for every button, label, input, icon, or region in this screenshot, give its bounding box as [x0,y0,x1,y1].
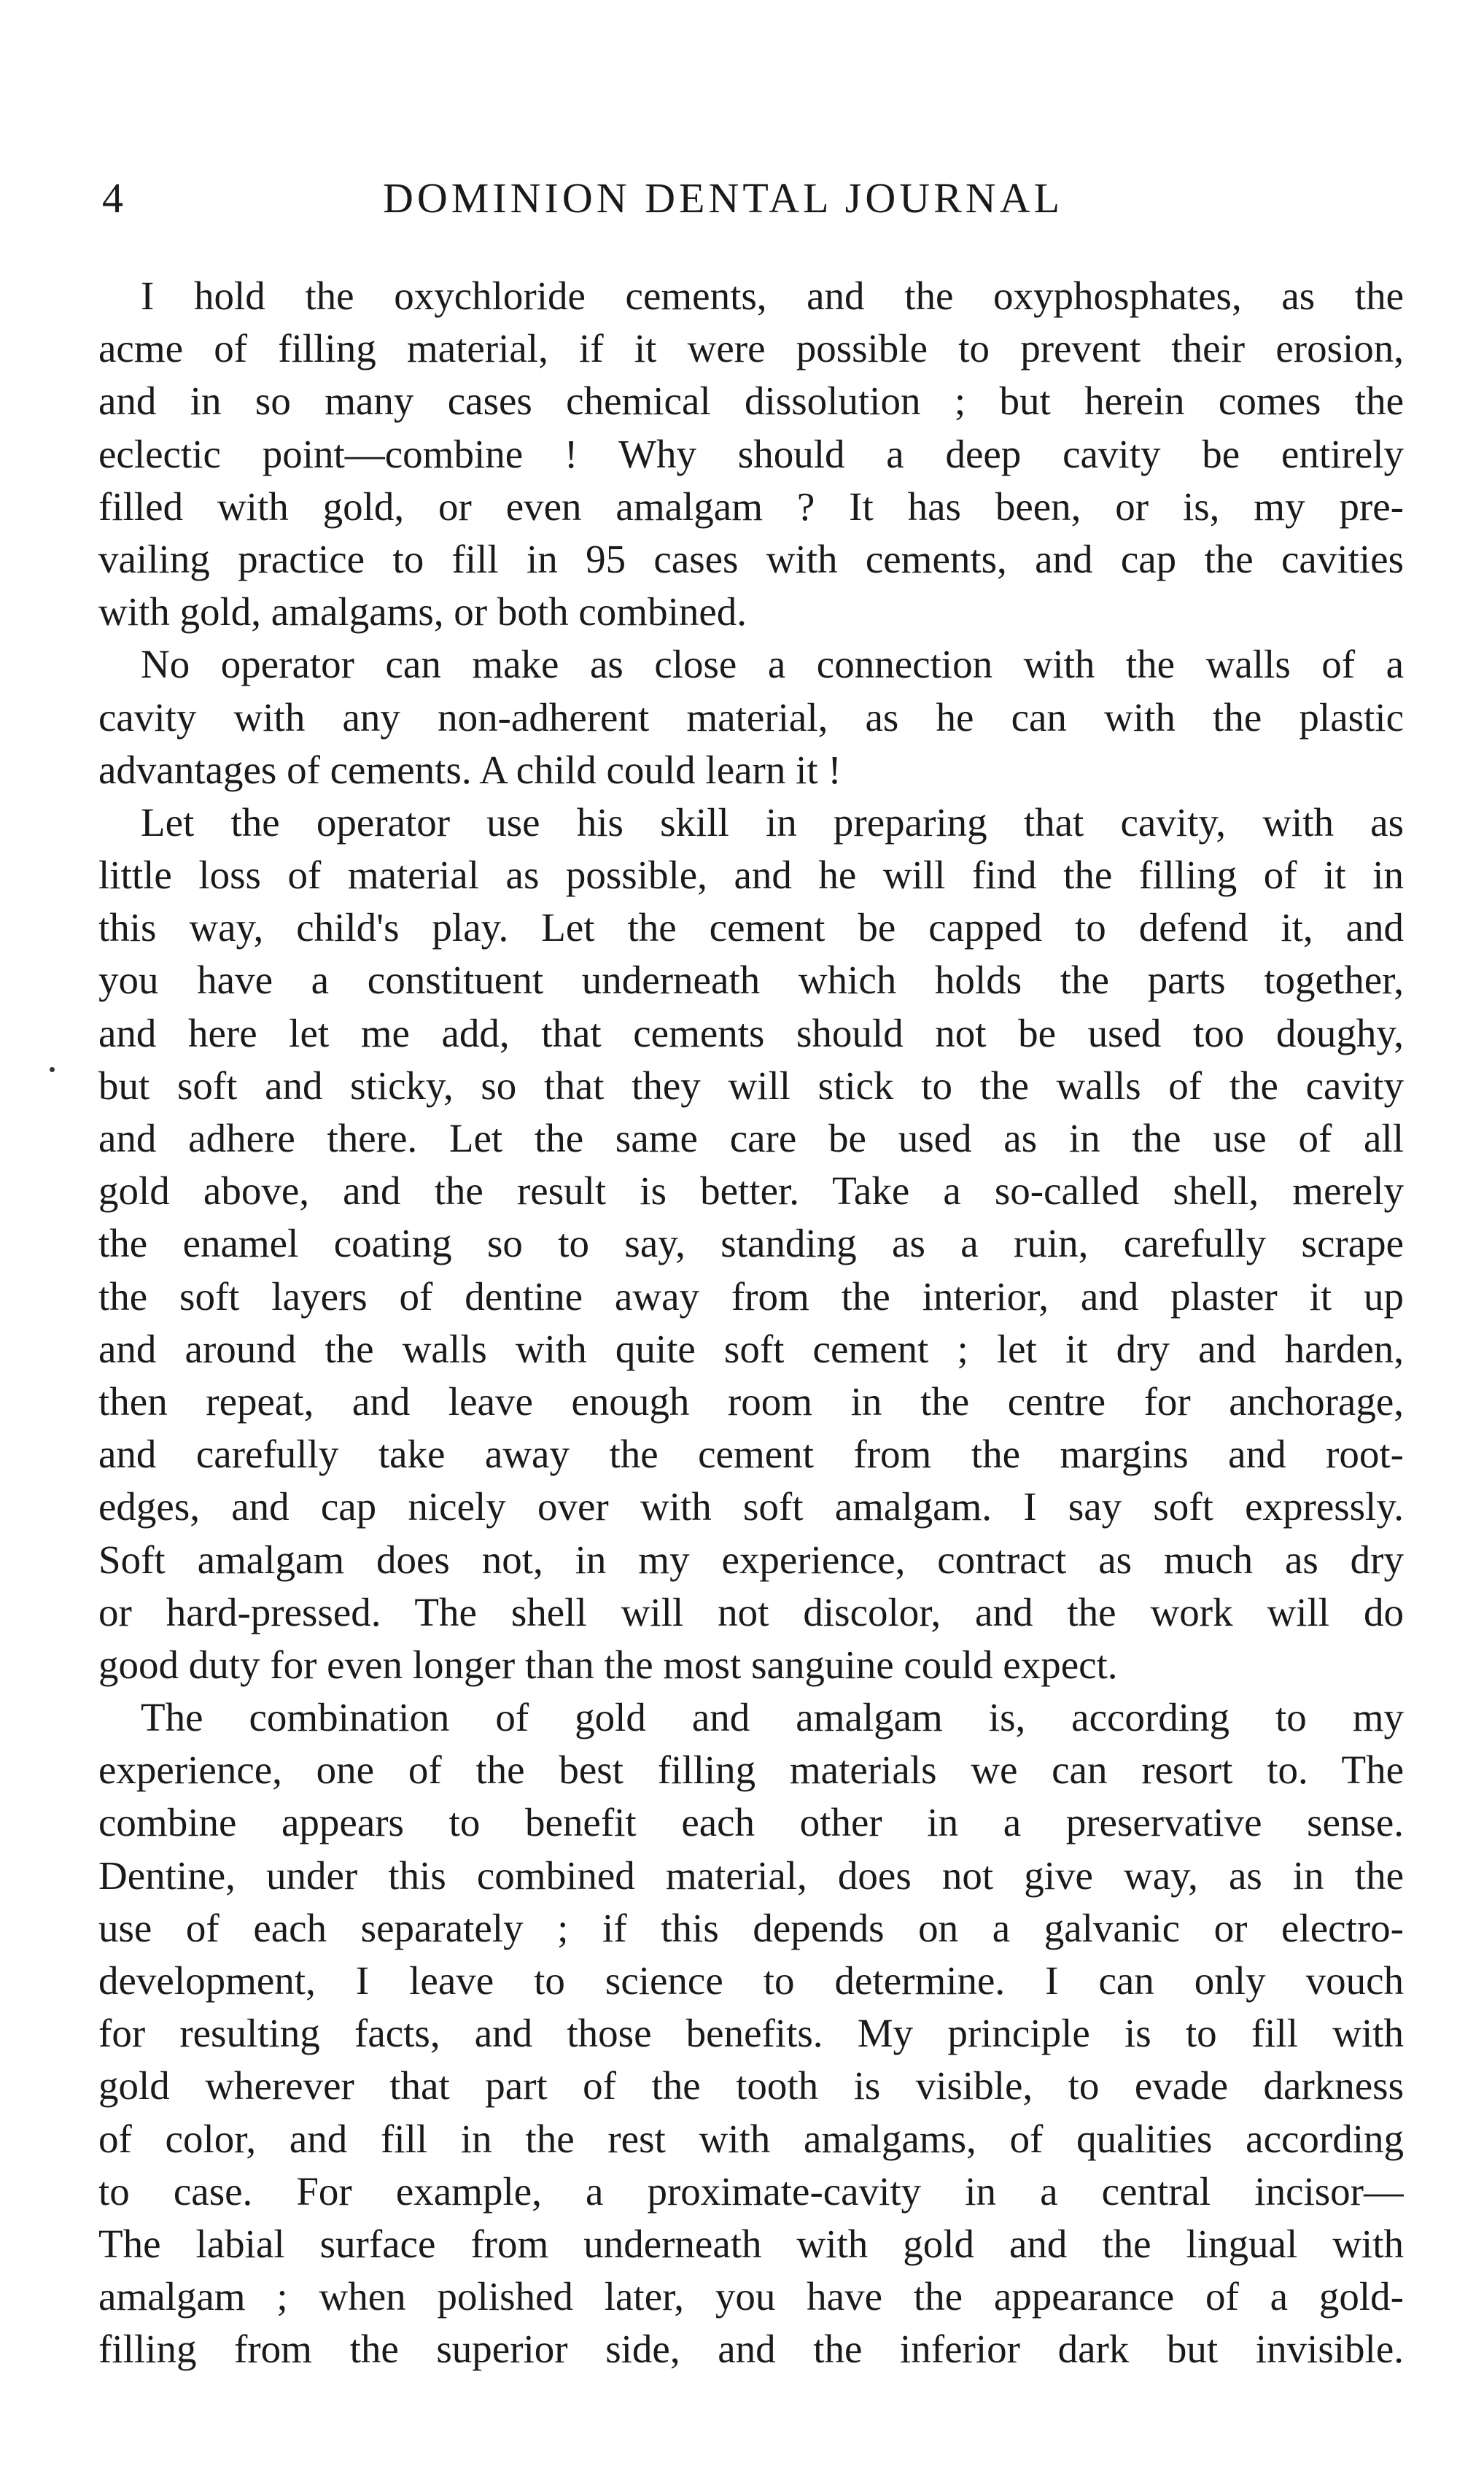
text-line: development, I leave to science to determine. I can only vouch [98,1958,1404,2003]
text-line: amalgam ; when polished later, you have the appearance of a gold- [98,2274,1404,2319]
text-line: filled with gold, or even amalgam ? It has been, or is, my pre- [98,484,1404,529]
text-line: and here let me add, that cements should not be used too doughy, [98,1010,1404,1055]
text-line: use of each separately ; if this depends on a galvanic or electro- [98,1905,1404,1950]
text-line: of color, and fill in the rest with amalgams, of qualities according [98,2116,1404,2161]
text-line: good duty for even longer than the most sanguine could expect. [98,1642,1118,1687]
text-line: gold wherever that part of the tooth is visible, to evade darkness [98,2063,1404,2109]
text-line: you have a constituent underneath which holds the parts together, [98,958,1404,1003]
text-line: to case. For example, a proximate-cavity in a central incisor— [98,2168,1404,2214]
text-line: I hold the oxychloride cements, and the oxyphosphates, as the [141,274,1404,318]
text-line: The labial surface from underneath with gold and the lingual with [98,2221,1404,2266]
text-line: for resulting facts, and those benefits. My principle is to fill with [98,2011,1404,2056]
text-line: but soft and sticky, so that they will stick to the walls of the cavity [98,1063,1404,1108]
text-line: this way, child's play. Let the cement be capped to defend it, and [98,905,1404,950]
text-line: experience, one of the best filling materials we can resort to. The [98,1747,1404,1793]
text-line: and in so many cases chemical dissolution ; but herein comes the [98,379,1404,424]
ink-speck [50,1067,55,1072]
text-line: No operator can make as close a connection with the walls of a [141,642,1404,687]
body-text [98,270,1404,2376]
text-line: gold above, and the result is better. Take a so-called shell, merely [98,1168,1404,1214]
text-line: Soft amalgam does not, in my experience, contract as much as dry [98,1537,1404,1582]
text-line: the enamel coating so to say, standing as a ruin, carefully scrape [98,1221,1404,1266]
text-line: cavity with any non-adherent material, as he can with the plastic [98,694,1404,740]
text-line: combine appears to benefit each other in a preservative sense. [98,1800,1404,1845]
text-line: edges, and cap nicely over with soft amalgam. I say soft expressly. [98,1484,1404,1529]
text-line: then repeat, and leave enough room in the centre for anchorage, [98,1378,1404,1424]
text-line: filling from the superior side, and the inferior dark but invisible. [98,2327,1404,2372]
text-line: and adhere there. Let the same care be used as in the use of all [98,1116,1404,1160]
text-line: or hard-pressed. The shell will not discolor, and the work will do [98,1589,1404,1634]
page-number: 4 [102,174,125,222]
text-line: and around the walls with quite soft cement ; let it dry and harden, [98,1326,1404,1371]
text-line: little loss of material as possible, and he will find the filling of it in [98,853,1404,898]
text-line: with gold, amalgams, or both combined. [98,589,747,635]
text-line: Let the operator use his skill in preparing that cavity, with as [141,799,1404,845]
text-line: acme of filling material, if it were possible to prevent their erosion, [98,326,1404,371]
running-head: DOMINION DENTAL JOURNAL [383,174,1064,222]
text-line: Dentine, under this combined material, does not give way, as in the [98,1853,1404,1898]
text-line: The combination of gold and amalgam is, according to my [141,1695,1404,1740]
text-line: the soft layers of dentine away from the interior, and plaster it up [98,1273,1404,1319]
text-line: eclectic point—combine ! Why should a deep cavity be entirely [98,431,1404,476]
page-header [102,169,1407,228]
text-line: advantages of cements. A child could learn it ! [98,747,842,792]
text-line: and carefully take away the cement from the margins and root- [98,1432,1404,1477]
text-line: vailing practice to fill in 95 cases with cements, and cap the cavities [98,536,1404,581]
